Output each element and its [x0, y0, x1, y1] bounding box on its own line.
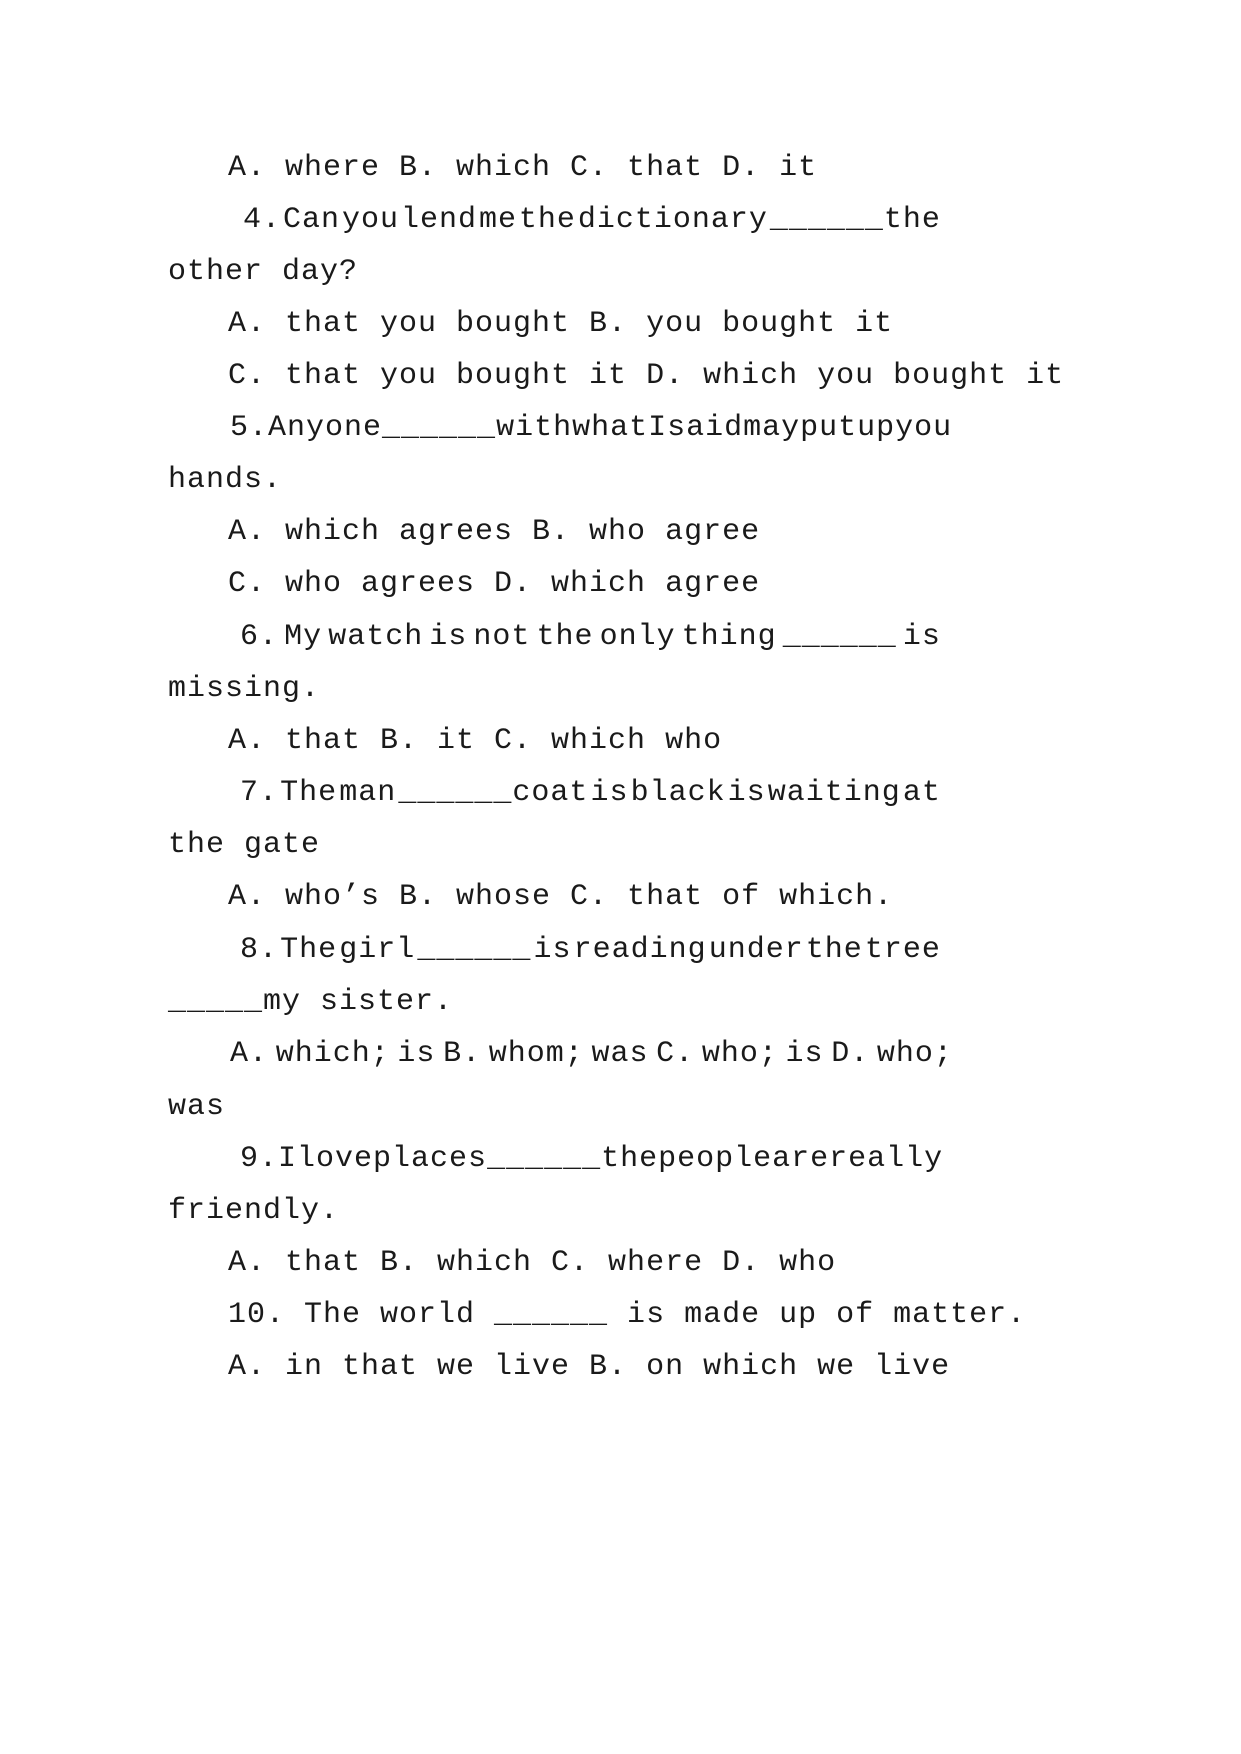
word: man [339, 776, 397, 810]
word: 4. [243, 203, 282, 237]
q4-options-ab: A. that you bought B. you bought it [228, 307, 894, 341]
word: is [533, 933, 572, 967]
q5-question-cont: hands. [168, 463, 283, 497]
word: me [478, 203, 517, 237]
word: 7. [240, 776, 279, 810]
word: C. [656, 1037, 695, 1071]
word: I [278, 1142, 298, 1176]
q5-options-cd: C. who agrees D. which agree [228, 567, 761, 601]
word: is [785, 1037, 824, 1071]
q7-question-cont: the gate [168, 828, 321, 862]
word: ______ [417, 933, 532, 967]
word: The [280, 933, 338, 967]
q4-question-cont: other day? [168, 255, 359, 289]
word: said [667, 411, 744, 445]
word: ______coat [398, 776, 589, 810]
q4-options-cd: C. that you bought it D. which you bought it [228, 359, 1065, 393]
word: ______with [382, 411, 573, 445]
q8-question [240, 932, 941, 968]
word: My [284, 620, 323, 654]
word: Anyone [268, 411, 383, 445]
q7-question [240, 775, 941, 811]
word: is [727, 776, 766, 810]
word: thing [681, 620, 777, 654]
word: are [772, 1142, 830, 1176]
word: not [473, 620, 531, 654]
q5-options-ab: A. which agrees B. who agree [228, 515, 761, 549]
word: is [902, 620, 941, 654]
word: 5. [230, 411, 269, 445]
word: the [805, 933, 863, 967]
word: is [397, 1037, 436, 1071]
word: ______the [487, 1142, 659, 1176]
word: was [591, 1037, 649, 1071]
word: really [829, 1142, 944, 1176]
word: love [297, 1142, 374, 1176]
q10-question: 10. The world ______ is made up of matter. [228, 1298, 1027, 1332]
word: waiting [767, 776, 901, 810]
word: Can [282, 203, 340, 237]
word: The [280, 776, 338, 810]
q8-options [230, 1036, 953, 1072]
word: 8. [240, 933, 279, 967]
word: who; [876, 1037, 953, 1071]
word: ______ [782, 620, 897, 654]
word: you [341, 203, 399, 237]
word: only [599, 620, 676, 654]
q9-question-cont: friendly. [168, 1194, 340, 1228]
word: tree [864, 933, 941, 967]
q10-options-ab: A. in that we live B. on which we live [228, 1350, 951, 1384]
word: which; [275, 1037, 390, 1071]
word: reading [573, 933, 707, 967]
word: girl [339, 933, 416, 967]
q9-question [240, 1141, 944, 1177]
word: the [536, 620, 594, 654]
word: you [895, 411, 953, 445]
word: up [857, 411, 896, 445]
word: D. [831, 1037, 870, 1071]
word: dictionary [577, 203, 768, 237]
word: B. [443, 1037, 482, 1071]
word: watch [328, 620, 424, 654]
word: may [743, 411, 801, 445]
word: is [429, 620, 468, 654]
word: 6. [240, 620, 279, 654]
word: what [572, 411, 649, 445]
q6-options: A. that B. it C. which who [228, 724, 723, 758]
word: people [658, 1142, 773, 1176]
q8-options-cont: was [168, 1090, 226, 1124]
q8-question-cont: _____my sister. [168, 985, 454, 1019]
word: black [630, 776, 726, 810]
word: under [708, 933, 804, 967]
q4-question [243, 202, 941, 238]
word: put [800, 411, 858, 445]
word: at [902, 776, 941, 810]
word: A. [230, 1037, 269, 1071]
word: whom; [488, 1037, 584, 1071]
q6-question-cont: missing. [168, 672, 321, 706]
word: lend [400, 203, 477, 237]
word: the [518, 203, 576, 237]
q5-question [230, 410, 953, 446]
word: ______the [769, 203, 941, 237]
q9-options: A. that B. which C. where D. who [228, 1246, 837, 1280]
word: who; [701, 1037, 778, 1071]
word: I [648, 411, 668, 445]
q6-question [240, 619, 941, 655]
q7-options: A. who’s B. whose C. that of which. [228, 880, 894, 914]
q3-options: A. where B. which C. that D. it [228, 151, 818, 185]
word: is [590, 776, 629, 810]
word: places [373, 1142, 488, 1176]
word: 9. [240, 1142, 279, 1176]
